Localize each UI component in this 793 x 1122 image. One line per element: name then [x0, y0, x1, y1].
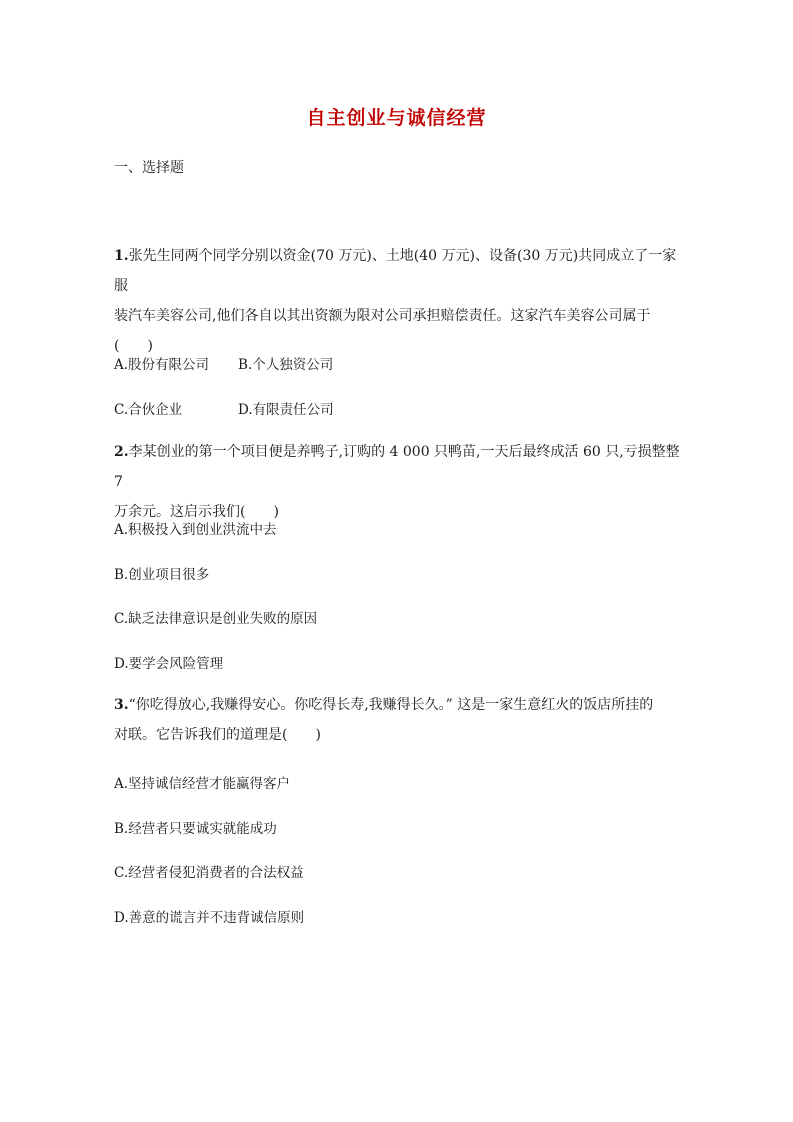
option-a[interactable]: A.坚持诚信经营才能赢得客户	[114, 776, 291, 792]
question-3	[114, 690, 684, 750]
option-b[interactable]: B.创业项目很多	[114, 567, 210, 583]
question-line	[114, 437, 684, 497]
question-number: 1.	[114, 248, 129, 264]
question-1	[114, 241, 684, 361]
options-row-cd	[114, 398, 334, 418]
option-c[interactable]: C.缺乏法律意识是创业失败的原因	[114, 611, 318, 627]
question-text: 李某创业的第一个项目便是养鸭子,订购的 4 000 只鸭苗,一天后最终成活 60 只,亏损整整 7	[114, 444, 680, 490]
question-text: 张先生同两个同学分别以资金(70 万元)、土地(40 万元)、设备(30 万元)共同成立了一家服	[114, 248, 677, 294]
option-b[interactable]: B.经营者只要诚实就能成功	[114, 821, 277, 837]
question-text: “你吃得放心,我赚得安心。你吃得长寿,我赚得长久。” 这是一家生意红火的饭店所挂的	[128, 697, 654, 713]
options-row-ab	[114, 353, 333, 373]
question-line: 装汽车美容公司,他们各自以其出资额为限对公司承担赔偿责任。这家汽车美容公司属于	[114, 308, 651, 324]
question-number: 2.	[114, 444, 129, 460]
question-line: ( )	[114, 338, 153, 354]
option-d[interactable]: D.善意的谎言并不违背诚信原则	[114, 910, 305, 926]
question-line	[114, 241, 684, 301]
option-a[interactable]: A.积极投入到创业洪流中去	[114, 522, 277, 538]
question-line: 对联。它告诉我们的道理是( )	[114, 727, 321, 743]
option-d[interactable]: D.要学会风险管理	[114, 656, 224, 672]
option-d[interactable]: D.有限责任公司	[238, 402, 334, 418]
document-title: 自主创业与诚信经营	[306, 107, 487, 129]
option-b[interactable]: B.个人独资公司	[238, 357, 334, 373]
option-a[interactable]: A.股份有限公司	[114, 357, 210, 373]
question-line: 万余元。这启示我们( )	[114, 504, 279, 520]
question-2	[114, 437, 684, 527]
option-c[interactable]: C.合伙企业	[114, 402, 183, 418]
option-c[interactable]: C.经营者侵犯消费者的合法权益	[114, 865, 304, 881]
question-line	[114, 690, 684, 720]
question-number: 3.	[114, 697, 129, 713]
section-heading: 一、选择题	[114, 160, 184, 176]
